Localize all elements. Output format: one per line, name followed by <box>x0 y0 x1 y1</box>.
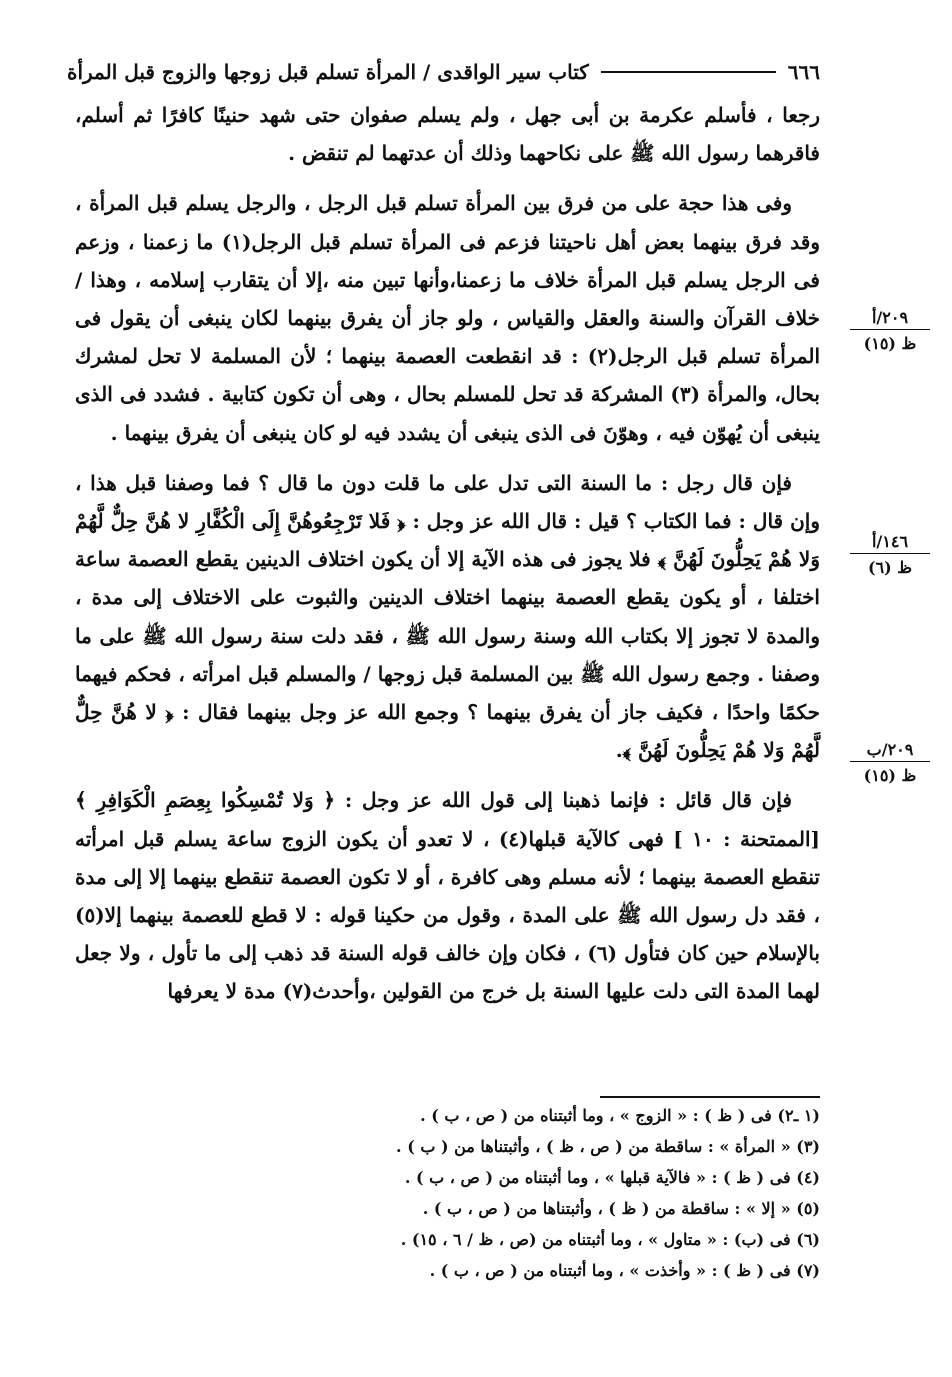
footnote-rule <box>600 1096 820 1098</box>
footnote: (٣) « المرأة » : ساقطة من ( ص ، ظ ) ، وأثبتناها من ( ب ) . <box>396 1137 820 1156</box>
manuscript-folio: ٢٠٩/أ <box>850 308 930 330</box>
footnote: (٥) « إلا » : ساقطة من ( ظ ) ، وأثبتناها من ( ص ، ب ) . <box>422 1199 820 1218</box>
paragraph-3: فإن قال رجل : ما السنة التى تدل على ما قلت دون ما قال ؟ فما وصفنا قبل هذا ، وإن قال : فما الكتاب ؟ قيل : قال الله عز وجل : ﴿ فَلا تَرْجِعُوهُنَّ إِلَى الْكُفَّارِ لا هُنَّ حِلٌّ لَّهُمْ وَلا هُمْ يَحِلُّونَ لَهُنَّ ﴾ فلا يجوز فى هذه الآية إلا أن يكون اختلاف الدينين يقطع العصمة ساعة اختلفا ، أو يكون يقطع العصمة بينهما اختلاف الدينين والثبوت على الاختلاف إلى مدة ، والمدة لا تجوز إلا بكتاب الله وسنة رسول الله ﷺ ، فقد دلت سنة رسول الله ﷺ على ما وصفنا . وجمع رسول الله ﷺ بين المسلمة قبل زوجها / والمسلم قبل امرأته ، فحكم فيهما حكمًا واحدًا ، فكيف جاز أن يفرق بينهما ؟ وجمع الله عز وجل بينهما فقال : ﴿ لا هُنَّ حِلٌّ لَّهُمْ وَلا هُمْ يَحِلُّونَ لَهُنَّ ﴾. <box>75 470 820 763</box>
paragraph-4: فإن قال قائل : فإنما ذهبنا إلى قول الله عز وجل : ﴿ وَلا تُمْسِكُوا بِعِصَمِ الْكَوَافِرِ ﴾ [الممتحنة : ١٠ ] فهى كالآية قبلها(٤) ، لا تعدو أن يكون الزوج ساعة يسلم قبل امرأته تنقطع العصمة بينهما ؛ لأنه مسلم وهى كافرة ، أو لا تكون العصمة تنقطع بينهما إلا إلى مدة ، فقد دل رسول الله ﷺ على المدة ، وقول من حكينا قوله : لا قطع للعصمة بينهما إلا(٥) بالإسلام حين كان فتأول (٦) ، فكان وإن خالف قوله السنة قد ذهب إلى ما تأول ، ولا جعل لهما المدة التى دلت عليها السنة بل خرج من القولين ،وأحدث(٧) مدة لا يعرفها <box>75 788 820 1004</box>
main-text <box>75 96 820 1011</box>
manuscript-siglum: ظ (٦) <box>867 558 913 577</box>
running-title: كتاب سير الواقدى / المرأة تسلم قبل زوجها والزوج قبل المرأة <box>66 60 589 84</box>
margin-note-1 <box>850 308 930 353</box>
footnotes <box>300 1100 820 1286</box>
margin-note-3 <box>850 740 930 785</box>
manuscript-folio: ١٤٦/أ <box>850 532 930 554</box>
manuscript-siglum: ظ (١٥) <box>863 766 917 785</box>
footnote: (١ ـ٢) فى ( ظ ) : « الزوج » ، وما أثبتناه من ( ص ، ب ) . <box>420 1106 820 1125</box>
footnote: (٤) فى ( ظ ) : « فالآية قبلها » ، وما أثبتناه من ( ص ، ب ) . <box>404 1168 820 1187</box>
paragraph-1: رجعا ، فأسلم عكرمة بن أبى جهل ، ولم يسلم صفوان حتى شهد حنينًا كافرًا ثم أسلم، فاقرهما رسول الله ﷺ على نكاحهما وذلك أن عدتهما لم تنقض . <box>75 103 820 166</box>
header-rule <box>601 71 776 73</box>
manuscript-siglum: ظ (١٥) <box>863 334 917 353</box>
paragraph-2: وفى هذا حجة على من فرق بين المرأة تسلم قبل الرجل ، والرجل يسلم قبل المرأة ، وقد فرق بينهما بعض أهل ناحيتنا فزعم فى المرأة تسلم قبل الرجل(١) ما زعمنا ، وزعم فى الرجل يسلم قبل المرأة خلاف ما زعمنا،وأنها تبين منه ،إلا أن يتقارب إسلامه ، وهذا / خلاف القرآن والسنة والعقل والقياس ، ولو جاز أن يفرق بينهما لكان ينبغى أن يقول فى المرأة تسلم قبل الرجل(٢) : قد انقطعت العصمة بينهما ؛ لأن المسلمة لا تحل لمشرك بحال، والمرأة (٣) المشركة قد تحل للمسلم بحال ، وهى أن تكون كتابية . فشدد فى الذى ينبغى أن يُهوّن فيه ، وهوّنَ فى الذى ينبغى أن يشدد فيه لو كان ينبغى أن يفرق بينهما . <box>75 191 821 445</box>
page-number: ٦٦٦ <box>787 60 820 84</box>
running-header <box>66 52 820 92</box>
margin-note-2 <box>850 532 930 577</box>
footnote: (٦) فى (ب) : « متاول » ، وما أثبتناه من (ص ، ظ / ٦ ، ١٥) . <box>400 1230 820 1249</box>
manuscript-folio: ٢٠٩/ب <box>850 740 930 762</box>
footnote: (٧) فى ( ظ ) : « وأخذت » ، وما أثبتناه من ( ص ، ب ) . <box>429 1261 820 1280</box>
